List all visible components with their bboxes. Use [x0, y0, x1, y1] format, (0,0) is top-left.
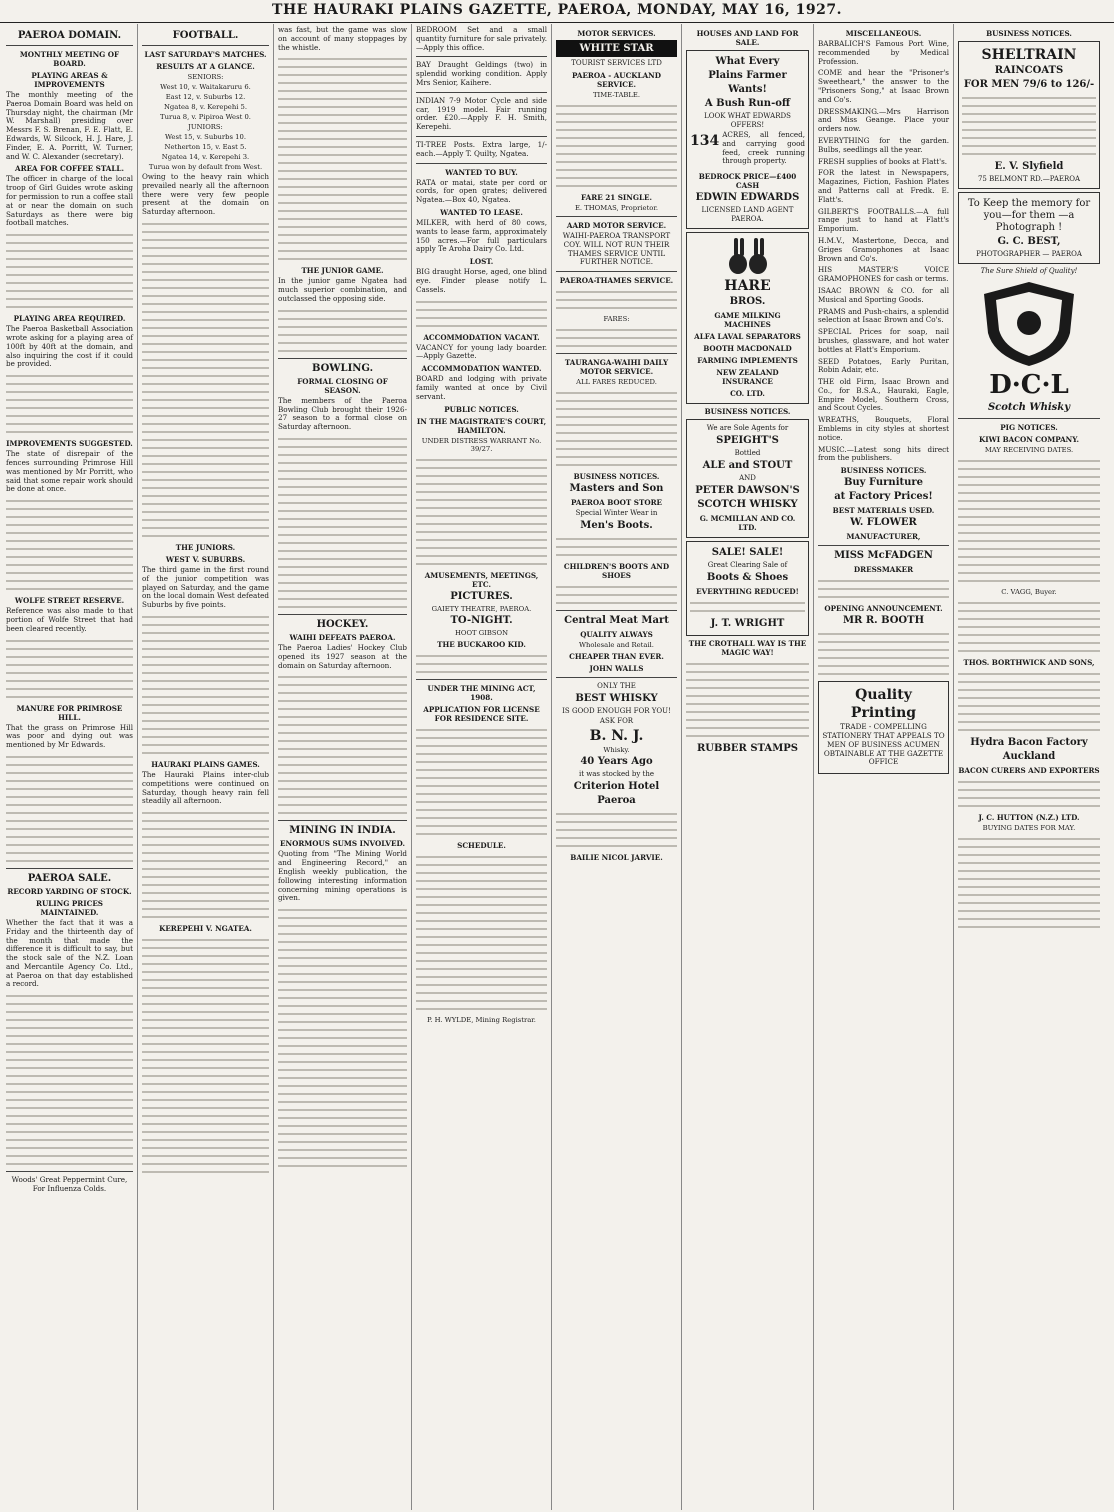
- subhead: RULING PRICES MAINTAINED.: [36, 898, 103, 917]
- theatre-name: GAIETY THEATRE, PAEROA.: [431, 604, 532, 613]
- buying-dates: BUYING DATES FOR MAY.: [982, 824, 1076, 832]
- subhead: WEST V. SUBURBS.: [165, 554, 246, 564]
- column-7: [814, 24, 954, 1510]
- section-label: HOUSES AND LAND FOR SALE.: [696, 29, 799, 47]
- section-label: WANTED TO LEASE.: [440, 207, 523, 217]
- clearing-label: Great Clearing Sale of: [707, 561, 788, 570]
- manufacturer: MANUFACTURER,: [846, 532, 921, 542]
- white-star-sub: TOURIST SERVICES LTD: [571, 59, 662, 67]
- hare-icon: [718, 236, 778, 276]
- sheltrain: SHELTRAIN: [981, 47, 1077, 63]
- headline-football: FOOTBALL.: [172, 30, 239, 41]
- wholesale: Wholesale and Retail.: [579, 641, 654, 650]
- sheltrain-ad: [958, 41, 1100, 189]
- subhead: IMPROVEMENTS SUGGESTED.: [6, 439, 133, 449]
- article-paragraph: The Paeroa Ladies' Hockey Club opened its 1927 season at the domain on Saturday afternoon.: [278, 642, 407, 670]
- misc-ad: MUSIC.—Latest song hits direct from the publishers.: [818, 444, 949, 463]
- subhead: WAIHI DEFEATS PAEROA.: [289, 632, 396, 642]
- photographer-ad: [958, 192, 1100, 264]
- dressmaker: DRESSMAKER: [853, 565, 914, 575]
- quality-word: Quality: [855, 687, 912, 704]
- column-2: [138, 24, 274, 1510]
- misc-ad: HIS MASTER'S VOICE GRAMOPHONES for cash or terms.: [818, 265, 949, 284]
- result-line: Turua won by default from West.: [148, 163, 263, 171]
- proprietor: E. THOMAS, Proprietor.: [574, 204, 659, 212]
- hydra-auckland: Auckland: [1002, 751, 1056, 762]
- subhead: PLAYING AREAS & IMPROVEMENTS: [31, 71, 108, 89]
- article-paragraph: The members of the Paeroa Bowling Club brought their 1926-27 season to a formal close on Saturday afternoon.: [278, 395, 407, 432]
- service-title: PAEROA-THAMES SERVICE.: [559, 276, 674, 286]
- buy-furniture: Buy Furniture: [843, 477, 924, 489]
- dcl-logo: D·C·L: [989, 370, 1069, 400]
- good-enough: IS GOOD ENOUGH FOR YOU!: [562, 707, 671, 716]
- subhead: WOLFE STREET RESERVE.: [14, 596, 125, 606]
- acres-desc: ACRES, all fenced, and carrying good feed, creek running through property.: [722, 130, 805, 166]
- cheaper: CHEAPER THAN EVER.: [569, 652, 664, 662]
- headline-mining-india: MINING IN INDIA.: [289, 825, 396, 837]
- subhead: JUNIORS:: [188, 123, 223, 131]
- hare-bros-ad: [686, 232, 809, 404]
- columns: [2, 24, 1112, 1510]
- article-paragraph: The monthly meeting of the Paeroa Domain Board was held on Thursday night, the chairman (Mr W. Marshall) presiding over Messrs F. S. Brenan, F. E. Flatt, E. Edwards, W. Silcock, H. J. Hare, J. Finder, E. A. Porritt, W. Turner, and W. C. Alexander (secretary).: [6, 90, 133, 161]
- article-paragraph: The officer in charge of the local troop of Girl Guides wrote asking for permission to run a coffee stall at or near the domain on such Saturdays as there were big football matches.: [6, 174, 133, 228]
- service-title: AARD MOTOR SERVICE.: [566, 221, 667, 230]
- article-paragraph: In the junior game Ngatea had much superior combination, and outclassed the opposing side.: [278, 276, 407, 303]
- misc-ad: SEED Potatoes, Early Puritan, Robin Adair, etc.: [818, 356, 949, 375]
- whisky-label: Whisky.: [603, 746, 630, 755]
- misc-ad: DRESSMAKING.—Mrs Harrison and Miss Geange. Place your orders now.: [818, 106, 949, 134]
- article-paragraph: The state of disrepair of the fences surrounding Primrose Hill was mentioned by Mr Porritt, who said that some repair work should be done at once.: [6, 449, 133, 494]
- sole-agents: We are Sole Agents for: [706, 424, 789, 433]
- article-paragraph: Owing to the heavy rain which prevailed nearly all the afternoon there were very few people present at the domain on Saturday afternoon.: [142, 172, 269, 217]
- trade-copy: TRADE - COMPELLING STATIONERY THAT APPEALS TO MEN OF BUSINESS ACUMEN OBTAINABLE AT THE GAZETTE OFFICE: [822, 722, 945, 767]
- fares-label: FARES:: [603, 315, 630, 324]
- subhead: MONTHLY MEETING OF BOARD.: [19, 50, 120, 68]
- section-label: MISCELLANEOUS.: [845, 29, 922, 38]
- hare-item: CO. LTD.: [730, 389, 765, 399]
- clearing-sale-ad: [686, 541, 809, 636]
- classified-ad: BAY Draught Geldings (two) in splendid working condition. Apply Mrs Senior, Kaihere.: [416, 60, 547, 87]
- subhead: SENIORS:: [187, 73, 224, 81]
- jt-wright: J. T. WRIGHT: [710, 618, 785, 630]
- subhead: AREA FOR COFFEE STALL.: [15, 164, 124, 174]
- hare-item: NEW ZEALAND INSURANCE: [716, 368, 779, 387]
- photographer: PHOTOGRAPHER — PAEROA: [976, 250, 1082, 258]
- plains-farmer: Plains Farmer: [708, 70, 787, 81]
- stocked-by: it was stocked by the: [578, 770, 654, 779]
- article-paragraph: was fast, but the game was slow on account of many stoppages by the whistle.: [278, 25, 407, 52]
- bedrock-price: BEDROCK PRICE—£400 CASH: [698, 172, 797, 191]
- subhead: RESULTS AT A GLANCE.: [156, 62, 255, 71]
- peter-dawson: PETER DAWSON'S: [695, 485, 800, 497]
- boots-shoes: Boots & Shoes: [706, 572, 789, 584]
- result-line: Netherton 15, v. East 5.: [164, 143, 247, 151]
- wants: Wants!: [728, 84, 767, 95]
- masters-name: Masters and Son: [569, 483, 664, 495]
- everything-reduced: EVERYTHING REDUCED!: [696, 587, 799, 597]
- subhead: THE JUNIOR GAME.: [301, 266, 384, 276]
- timetable-label: TIME-TABLE.: [592, 91, 641, 99]
- section-label: BUSINESS NOTICES.: [704, 407, 791, 417]
- tonight-label: TO-NIGHT.: [450, 614, 513, 626]
- subhead: KEREPEHI V. NGATEA.: [159, 924, 252, 934]
- bailie-brand: BAILIE NICOL JARVIE.: [570, 853, 663, 863]
- years-ago: 40 Years Ago: [580, 756, 653, 768]
- signature: P. H. WYLDE, Mining Registrar.: [427, 1015, 536, 1024]
- acres-number: 134: [690, 133, 720, 149]
- slyfield-address: 75 BELMONT RD.—PAEROA: [977, 175, 1081, 183]
- masthead: THE HAURAKI PLAINS GAZETTE, PAEROA, MONDAY, MAY 16, 1927.: [0, 0, 1114, 23]
- notice-title: UNDER THE MINING ACT, 1908.: [427, 683, 536, 702]
- masters-store: PAEROA BOOT STORE: [570, 498, 663, 508]
- best-materials: BEST MATERIALS USED.: [832, 506, 935, 516]
- criterion-town: Paeroa: [597, 795, 636, 807]
- for-men: FOR MEN 79/6 to 126/-: [963, 79, 1095, 90]
- section-label: MOTOR SERVICES.: [577, 29, 656, 38]
- footer-ad: Woods' Great Peppermint Cure, For Influenza Colds.: [11, 1175, 128, 1194]
- section-label: LOST.: [469, 257, 494, 267]
- notice-sub: UNDER DISTRESS WARRANT No. 39/27.: [421, 436, 542, 453]
- gc-best: G. C. BEST,: [997, 236, 1061, 247]
- only-the: ONLY THE: [597, 682, 636, 691]
- headline-bowling: BOWLING.: [311, 362, 374, 374]
- printing-word: Printing: [850, 705, 917, 722]
- section-label: ACCOMMODATION VACANT.: [423, 332, 540, 342]
- shield-slogan: The Sure Shield of Quality!: [980, 267, 1078, 275]
- column-3: [274, 24, 412, 1510]
- hydra-bacon: Hydra Bacon Factory: [970, 737, 1088, 748]
- column-6: [682, 24, 814, 1510]
- subhead: FORMAL CLOSING OF SEASON.: [297, 376, 388, 395]
- section-label: BUSINESS NOTICES.: [986, 29, 1072, 38]
- best-whisky: BEST WHISKY: [575, 693, 658, 705]
- bacon-curers: BACON CURERS AND EXPORTERS: [958, 766, 1100, 775]
- section-label: WANTED TO BUY.: [445, 167, 518, 177]
- misc-ad: BARBALICH'S Famous Port Wine, recommended by Medical Profession.: [818, 39, 949, 66]
- misc-ad: COME and hear the "Prisoner's Sweetheart," the answer to the "Prisoners Song," at Isaac Brown and Co's.: [818, 68, 949, 104]
- dcl-scotch: Scotch Whisky: [987, 402, 1071, 413]
- classified-ad: BEDROOM Set and a small quantity furniture for sale privately.—Apply this office.: [416, 25, 547, 52]
- crothall-ad: THE CROTHALL WAY IS THE MAGIC WAY!: [688, 639, 807, 658]
- article-paragraph: The Paeroa Basketball Association wrote asking for a playing area of 100ft by 40ft at the domain, and also inquiring the cost if it could be provided.: [6, 324, 133, 369]
- edwards-ad: [686, 50, 809, 229]
- hare-item: ALFA LAVAL SEPARATORS: [694, 332, 801, 342]
- classified-ad: BOARD and lodging with private family wanted at once by Civil servant.: [416, 374, 547, 401]
- bottled: Bottled: [734, 449, 761, 458]
- column-5: [552, 24, 682, 1510]
- article-paragraph: Reference was also made to that portion of Wolfe Street that had been cleared recently.: [6, 606, 133, 633]
- john-walls: JOHN WALLS: [589, 664, 644, 674]
- and-word: AND: [739, 474, 756, 483]
- hare-logo: HARE: [724, 278, 771, 295]
- misc-ad: ISAAC BROWN & CO. for all Musical and Sporting Goods.: [818, 285, 949, 304]
- hutton: J. C. HUTTON (N.Z.) LTD.: [978, 813, 1080, 822]
- article-paragraph: That the grass on Primrose Hill was poor and dying out was mentioned by Mr Edwards.: [6, 722, 133, 750]
- misc-ad: GILBERT'S FOOTBALLS.—A full range just to hand at Flatt's Emporium.: [818, 206, 949, 234]
- scotch-whisky: SCOTCH WHISKY: [697, 499, 798, 511]
- shield-icon: [974, 278, 1084, 368]
- misc-ad: WREATHS, Bouquets, Floral Emblems in city styles at shortest notice.: [818, 415, 949, 442]
- fares-reduced: ALL FARES REDUCED.: [576, 378, 657, 387]
- slyfield: E. V. Slyfield: [994, 161, 1064, 172]
- opening-announcement: OPENING ANNOUNCEMENT.: [824, 604, 943, 614]
- result-line: East 12, v. Suburbs 12.: [165, 93, 246, 101]
- column-4: [412, 24, 552, 1510]
- memory-copy: To Keep the memory for you—for them —a Photograph !: [967, 198, 1091, 233]
- what-every: What Every: [715, 56, 780, 67]
- result-line: West 10, v. Waitakaruru 6.: [160, 83, 251, 91]
- receiving-dates: MAY RECEIVING DATES.: [984, 446, 1074, 454]
- subhead: PLAYING AREA REQUIRED.: [13, 314, 126, 324]
- subhead: MANURE FOR PRIMROSE HILL.: [16, 703, 123, 722]
- classified-ad: VACANCY for young lady boarder.—Apply Gazette.: [416, 342, 547, 361]
- misc-ad: FOR the latest in Newspapers, Magazines, Fiction, Fashion Plates and Patterns call at Fredk. E. Flatt's.: [818, 168, 949, 204]
- borthwick: THOS. BORTHWICK AND SONS,: [963, 658, 1095, 667]
- misc-ad: H.M.V., Mastertone, Decca, and Griges Gramophones at Isaac Brown and Co's.: [818, 235, 949, 263]
- headline-hockey: HOCKEY.: [316, 618, 369, 630]
- w-flower: W. FLOWER: [850, 517, 917, 529]
- white-star-logo: WHITE STAR: [556, 40, 677, 57]
- look-what: LOOK WHAT EDWARDS OFFERS!: [704, 112, 791, 129]
- subhead: HAURAKI PLAINS GAMES.: [151, 759, 260, 769]
- hare-item: GAME MILKING MACHINES: [714, 311, 781, 330]
- misc-ad: EVERYTHING for the garden. Bulbs, seedlings all the year.: [818, 135, 949, 154]
- service-title: TAURANGA-WAIHI DAILY MOTOR SERVICE.: [564, 358, 669, 377]
- rubber-stamps: RUBBER STAMPS: [696, 743, 799, 755]
- ale-stout: ALE and STOUT: [702, 460, 793, 472]
- result-line: Turua 8, v. Pipiroa West 0.: [160, 113, 251, 121]
- column-1: [2, 24, 138, 1510]
- notice-title: IN THE MAGISTRATE'S COURT, HAMILTON.: [416, 416, 547, 435]
- headline-paeroa-domain: PAEROA DOMAIN.: [17, 30, 122, 41]
- subhead: ENORMOUS SUMS INVOLVED.: [280, 839, 405, 849]
- film-title: THE BUCKAROO KID.: [437, 639, 526, 649]
- notice-title: SCHEDULE.: [457, 840, 506, 850]
- classified-ad: TI-TREE Posts. Extra large, 1/- each.—Apply T. Quilty, Ngatea.: [416, 139, 547, 158]
- quality-always: QUALITY ALWAYS: [580, 630, 653, 640]
- section-label: PUBLIC NOTICES.: [444, 404, 519, 414]
- result-line: Ngatea 14, v. Kerepehi 3.: [161, 153, 250, 161]
- sale-banner: SALE! SALE!: [711, 547, 784, 559]
- hare-item: BOOTH MACDONALD: [703, 344, 792, 354]
- ask-for: ASK FOR: [599, 717, 634, 726]
- subhead: THE JUNIORS.: [175, 542, 236, 552]
- article-paragraph: Quoting from "The Mining World and Engineering Record," an English weekly publication, the following interesting information concerning mining operations is given.: [278, 849, 407, 903]
- classified-ad: BIG draught Horse, aged, one blind eye. Finder please notify L. Cassels.: [416, 267, 547, 294]
- service-title: PAEROA - AUCKLAND SERVICE.: [572, 71, 661, 89]
- service-notice: WAIHI-PAEROA TRANSPORT COY. WILL NOT RUN THEIR THAMES SERVICE UNTIL FURTHER NOTICE.: [562, 231, 671, 267]
- section-label: AMUSEMENTS, MEETINGS, ETC.: [424, 570, 539, 589]
- notice-title: APPLICATION FOR LICENSE FOR RESIDENCE SITE.: [423, 704, 540, 723]
- quality-printing-ad: [818, 681, 949, 774]
- childrens-boots: CHILDREN'S BOOTS AND SHOES: [563, 562, 670, 581]
- article-paragraph: The third game in the first round of the junior competition was played on Saturday, and the game on the local domain West defeated Suburbs by five points.: [142, 564, 269, 610]
- article-paragraph: The Hauraki Plains inter-club competitions were continued on Saturday, though heavy rain fell steadily all afternoon.: [142, 769, 269, 806]
- classified-ad: MILKER, with herd of 80 cows, wants to lease farm, approximately 150 acres.—For full particulars apply Te Aroha Dairy Co. Ltd.: [416, 217, 547, 254]
- misc-ad: SPECIAL Prices for soap, nail brushes, glassware, and hot water bottles at Flatt's Emporium.: [818, 327, 949, 354]
- mr-booth: MR R. BOOTH: [842, 615, 925, 627]
- land-agent: LICENSED LAND AGENT PAEROA.: [701, 206, 794, 224]
- column-8: [954, 24, 1104, 1510]
- mens-boots: Men's Boots.: [580, 520, 653, 532]
- winter-label: Special Winter Wear in: [575, 509, 658, 518]
- subhead: RECORD YARDING OF STOCK.: [7, 886, 132, 896]
- speights-ad: [686, 419, 809, 538]
- headline-paeroa-sale: PAEROA SALE.: [27, 872, 112, 884]
- mcmillan: G. MCMILLAN AND CO. LTD.: [699, 514, 796, 533]
- raincoats: RAINCOATS: [994, 65, 1064, 76]
- section-label: BUSINESS NOTICES.: [840, 466, 927, 476]
- speights: SPEIGHT'S: [716, 435, 779, 447]
- misc-ad: FRESH supplies of books at Flatt's.: [818, 156, 948, 166]
- subhead: LAST SATURDAY'S MATCHES.: [144, 50, 267, 59]
- bros-logo: BROS.: [729, 296, 766, 308]
- misc-ad: PRAMS and Push-chairs, a splendid selection at Isaac Brown and Co's.: [818, 306, 949, 325]
- edwin-edwards: EDWIN EDWARDS: [695, 192, 800, 204]
- bnj-brand: B. N. J.: [589, 728, 644, 745]
- classified-ad: INDIAN 7-9 Motor Cycle and side car, 1919 model. Fair running order. £20.—Apply F. H. Smith, Kerepehi.: [416, 95, 547, 132]
- star-name: HOOT GIBSON: [454, 628, 509, 637]
- result-line: Ngatea 8, v. Kerepehi 5.: [163, 103, 248, 111]
- misc-ad: THE old Firm, Isaac Brown and Co., for B.S.A., Hauraki, Eagle, Empire Model, Southern Cross, and Scout Cycles.: [818, 377, 949, 413]
- result-line: West 15, v. Suburbs 10.: [165, 133, 246, 141]
- pictures-heading: PICTURES.: [450, 590, 513, 602]
- bush-runoff: A Bush Run-off: [704, 98, 791, 109]
- criterion-hotel: Criterion Hotel: [573, 781, 660, 793]
- vagg: C. VAGG, Buyer.: [1001, 588, 1057, 596]
- section-label: BUSINESS NOTICES.: [573, 472, 660, 482]
- miss-mcfadgen: MISS McFADGEN: [834, 550, 933, 562]
- kiwi-bacon: KIWI BACON COMPANY.: [979, 435, 1079, 444]
- classified-ad: RATA or matai, state per cord or cords, for open grates; delivered Ngatea.—Box 40, Ngatea.: [416, 177, 547, 205]
- hare-item: FARMING IMPLEMENTS: [697, 356, 798, 366]
- factory-prices: at Factory Prices!: [834, 491, 933, 503]
- fare-label: FARE 21 SINGLE.: [580, 193, 652, 202]
- meat-mart: Central Meat Mart: [564, 615, 669, 627]
- section-label: ACCOMMODATION WANTED.: [421, 364, 542, 374]
- section-label: PIG NOTICES.: [1000, 423, 1058, 432]
- article-paragraph: Whether the fact that it was a Friday and the thirteenth day of the month that made the difference it is difficult to say, but the stock sale of the N.Z. Loan and Mercantile Agency Co. Ltd., at Paeroa on that day established a record.: [6, 917, 133, 989]
